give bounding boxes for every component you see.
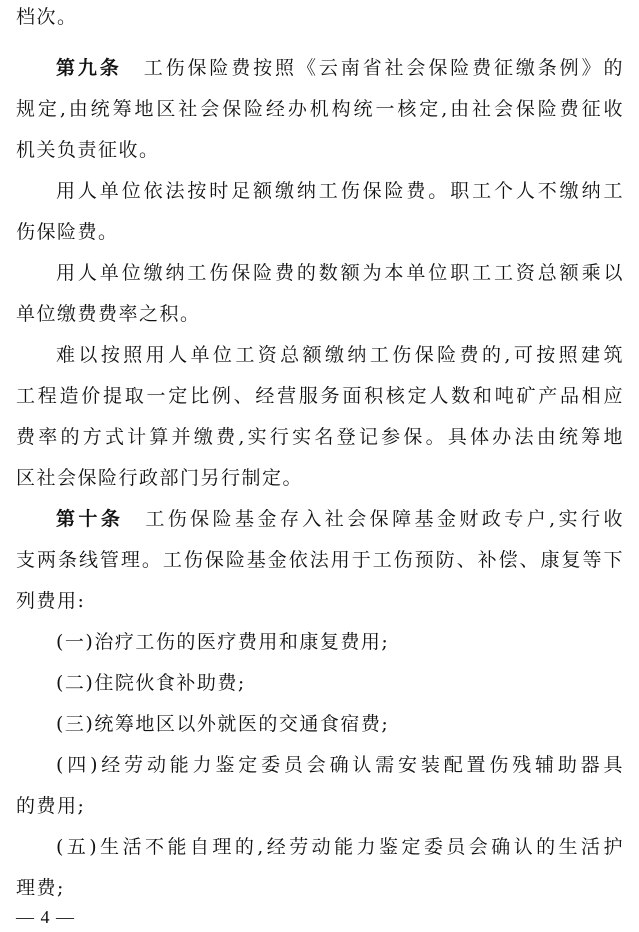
text-line: 支两条线管理。工伤保险基金依法用于工伤预防、补偿、康复等下 [16, 549, 624, 571]
text-line: 用人单位依法按时足额缴纳工伤保险费。职工个人不缴纳工 [56, 180, 624, 202]
text-line: 理费; [16, 877, 65, 899]
text-line: 伤保险费。 [16, 221, 119, 243]
list-item: (三)统筹地区以外就医的交通食宿费; [56, 713, 390, 735]
text-line: 档次。 [16, 6, 78, 28]
list-item: (四)经劳动能力鉴定委员会确认需安装配置伤残辅助器具 [56, 754, 624, 776]
text-line: 列费用: [16, 590, 86, 612]
text-line: 费率的方式计算并缴费,实行实名登记参保。具体办法由统筹地 [16, 426, 624, 448]
text-line: 单位缴费费率之积。 [16, 303, 201, 325]
text-line: 的费用; [16, 795, 86, 817]
article-label: 第十条 [56, 508, 124, 530]
article-9-heading-line: 第九条 工伤保险费按照《云南省社会保险费征缴条例》的 [56, 57, 624, 79]
page-number: — 4 — [16, 907, 75, 927]
text-line: 区社会保险行政部门另行制定。 [16, 467, 304, 489]
text-line: 规定,由统筹地区社会保险经办机构统一核定,由社会保险费征收 [16, 98, 624, 120]
text-line: 工程造价提取一定比例、经营服务面积核定人数和吨矿产品相应 [16, 385, 624, 407]
article-10-heading-line: 第十条 工伤保险基金存入社会保障基金财政专户,实行收 [56, 508, 624, 530]
text-line: 机关负责征收。 [16, 139, 160, 161]
article-label: 第九条 [56, 57, 122, 79]
list-item: (五)生活不能自理的,经劳动能力鉴定委员会确认的生活护 [56, 836, 624, 858]
text-line: 用人单位缴纳工伤保险费的数额为本单位职工工资总额乘以 [56, 262, 624, 284]
text-line: 难以按照用人单位工资总额缴纳工伤保险费的,可按照建筑 [56, 344, 624, 366]
list-item: (二)住院伙食补助费; [56, 672, 246, 694]
list-item: (一)治疗工伤的医疗费用和康复费用; [56, 631, 390, 653]
